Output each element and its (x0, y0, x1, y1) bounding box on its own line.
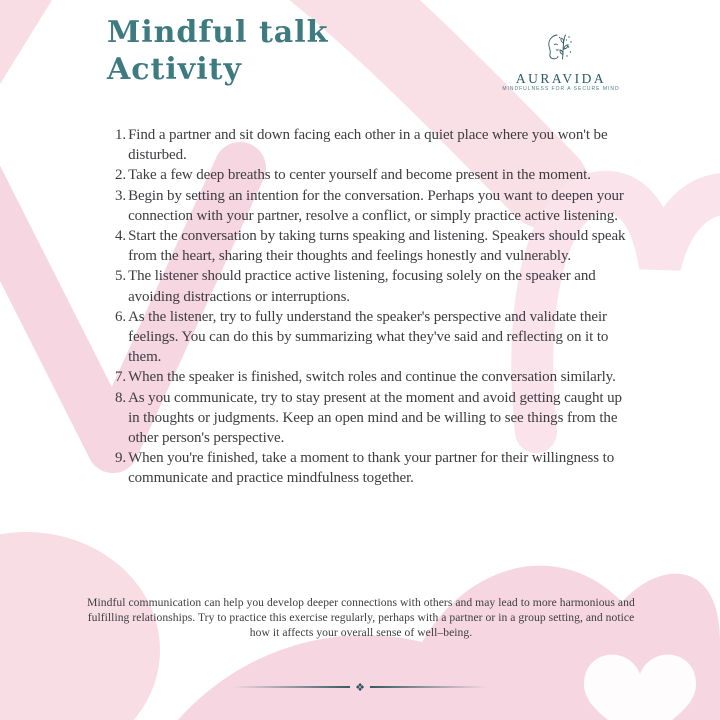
list-item (115, 448, 629, 488)
list-item-number: 9. (115, 450, 127, 467)
list-item-text: As the listener, try to fully understand the speaker's perspective and validate their feelings. You can do this by summarizing what they've said and reflecting on it to them. (128, 308, 609, 366)
list-item-text: Begin by setting an intention for the conversation. Perhaps you want to deepen your connection with your partner, resolve a conflict, or simply practice active listening. (128, 187, 624, 224)
footer-divider (233, 680, 487, 694)
brand-tagline: MINDFULNESS FOR A SECURE MIND (502, 86, 620, 92)
list-item-number: 3. (115, 187, 127, 204)
face-profile-with-branch-icon (541, 31, 581, 69)
activity-steps-list (115, 125, 629, 489)
list-item (115, 186, 629, 226)
page-title-line2: Activity (107, 52, 242, 87)
list-item (115, 266, 629, 306)
page-title-line1: Mindful talk (107, 15, 329, 50)
list-item (115, 165, 629, 185)
list-item (115, 125, 629, 165)
brand-name: AURAVIDA (515, 71, 607, 86)
list-item-number: 6. (115, 308, 127, 325)
list-item-number: 1. (115, 127, 127, 143)
list-item-text: When you're finished, take a moment to thank your partner for their willingness to communicate and practice mindfulness together. (128, 450, 615, 487)
list-item-text: Start the conversation by taking turns speaking and listening. Speakers should speak from the heart, sharing their thoughts and feelings honestly and vulnerably. (128, 228, 626, 265)
list-item-text: As you communicate, try to stay present at the moment and avoid getting caught up in thoughts or judgments. Keep an open mind and be willing to see things from the other person's perspective. (128, 389, 622, 447)
list-item-text: When the speaker is finished, switch roles and continue the conversation similarly. (128, 369, 616, 386)
list-item (115, 388, 629, 449)
list-item-number: 4. (115, 228, 127, 245)
list-item-number: 2. (115, 167, 127, 184)
list-item (115, 367, 629, 387)
list-item-text: Find a partner and sit down facing each other in a quiet place where you won't be disturbed. (128, 127, 608, 164)
divider-line-left (233, 686, 350, 688)
page-title (107, 14, 328, 88)
list-item (115, 226, 629, 266)
divider-line-right (370, 686, 487, 688)
list-item-number: 5. (115, 268, 127, 285)
list-item-number: 8. (115, 389, 127, 406)
list-item-text: Take a few deep breaths to center yourself and become present in the moment. (128, 167, 591, 184)
list-item-number: 7. (115, 369, 127, 386)
brand-logo (501, 31, 621, 93)
divider-ornament-icon: ❖ (355, 680, 365, 694)
list-item (115, 307, 629, 368)
list-item-text: The listener should practice active listening, focusing solely on the speaker and avoiding distractions or interruptions. (128, 268, 596, 305)
footer-note: Mindful communication can help you develop deeper connections with others and may lead to more harmonious and fulfilling relationships. Try to practice this exercise regularly, perhaps with a partner or in a group setting, and notice how it affects your overall sense of well–being. (87, 596, 635, 639)
